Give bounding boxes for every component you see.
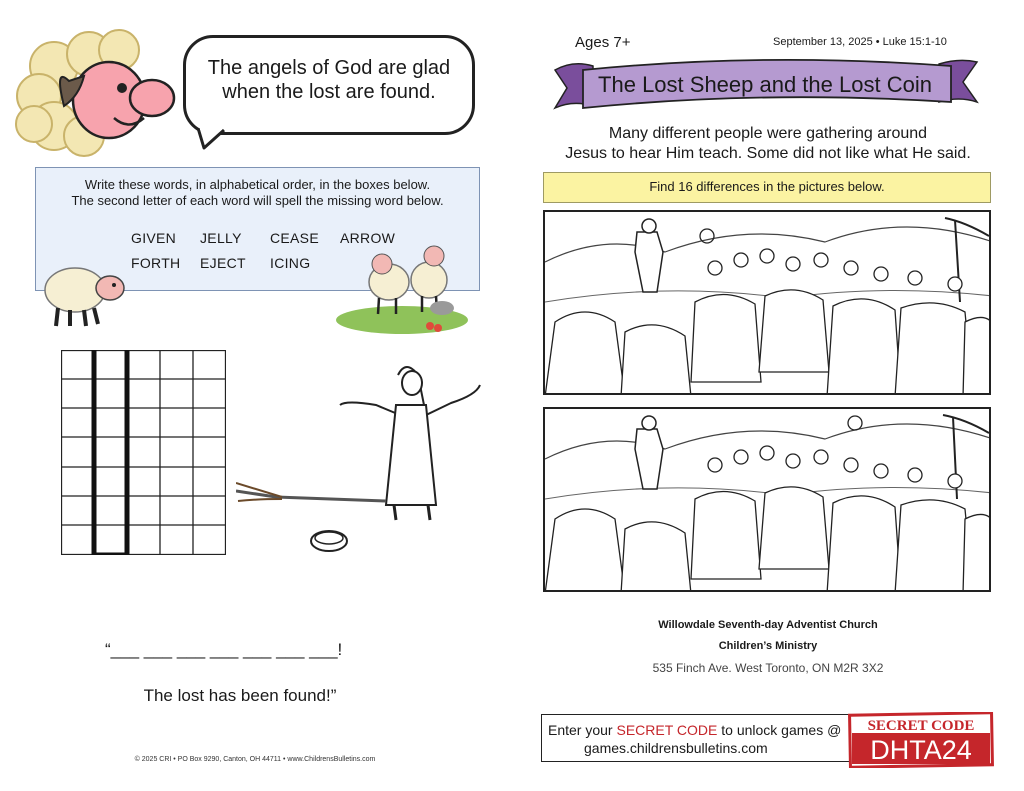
differences-instruction: Find 16 differences in the pictures below.: [543, 172, 991, 203]
crowd-scene-illustration: [545, 212, 991, 395]
crowd-scene-illustration: [545, 409, 991, 592]
puzzle-word: ICING: [270, 255, 311, 271]
puzzle-instruction-2: The second letter of each word will spell the missing word below.: [71, 193, 444, 208]
intro-text: [540, 124, 996, 164]
intro-line-1: Many different people were gathering around: [608, 125, 928, 142]
puzzle-word: FORTH: [131, 255, 181, 271]
page-title: The Lost Sheep and the Lost Coin: [598, 72, 932, 97]
secret-code-value: DHTA24: [870, 735, 972, 765]
secret-code-suffix: to unlock games @: [717, 722, 842, 738]
two-sheep-on-grass-illustration: [334, 240, 469, 335]
closing-quote-text: The lost has been found!”: [143, 686, 337, 705]
secret-code-stamp: [848, 712, 994, 768]
church-address: 535 Finch Ave. West Toronto, ON M2R 3X2: [652, 661, 884, 675]
games-url-link[interactable]: games.childrensbulletins.com: [584, 740, 768, 756]
woman-with-broom-illustration: [236, 355, 484, 555]
date-reference: September 13, 2025 • Luke 15:1-10: [773, 36, 947, 48]
secret-code-prefix: Enter your: [548, 722, 617, 738]
puzzle-word: JELLY: [200, 230, 242, 246]
secret-code-instruction: [548, 722, 841, 738]
secret-code-label: SECRET CODE: [616, 722, 718, 738]
puzzle-word: ARROW: [340, 230, 396, 246]
small-sheep-illustration: [40, 258, 130, 330]
age-label: Ages 7+: [575, 34, 631, 51]
answer-grid[interactable]: [61, 350, 226, 555]
puzzle-word: EJECT: [200, 255, 246, 271]
church-ministry: Children’s Ministry: [718, 640, 818, 652]
puzzle-word: GIVEN: [131, 230, 177, 246]
stamp-title: SECRET CODE: [867, 718, 975, 734]
intro-line-2: Jesus to hear Him teach. Some did not like what He said.: [565, 145, 971, 162]
missing-word-blank: “___ ___ ___ ___ ___ ___ ___!: [105, 640, 343, 659]
puzzle-instruction-1: Write these words, in alphabetical order, in the boxes below.: [84, 177, 431, 192]
sheep-mascot-illustration: [14, 26, 184, 161]
speech-bubble: [183, 35, 475, 135]
bubble-tail: [196, 128, 236, 150]
puzzle-word: CEASE: [270, 230, 319, 246]
church-name: Willowdale Seventh-day Adventist Church: [658, 619, 878, 631]
spot-difference-picture-top[interactable]: [543, 210, 991, 395]
spot-difference-picture-bottom[interactable]: [543, 407, 991, 592]
bubble-line-2: when the lost are found.: [222, 81, 436, 103]
secret-code-box: [541, 714, 852, 762]
copyright-footer: © 2025 CRI • PO Box 9290, Canton, OH 44711 • www.ChildrensBulletins.com: [134, 756, 376, 763]
bubble-line-1: The angels of God are glad: [207, 57, 451, 79]
